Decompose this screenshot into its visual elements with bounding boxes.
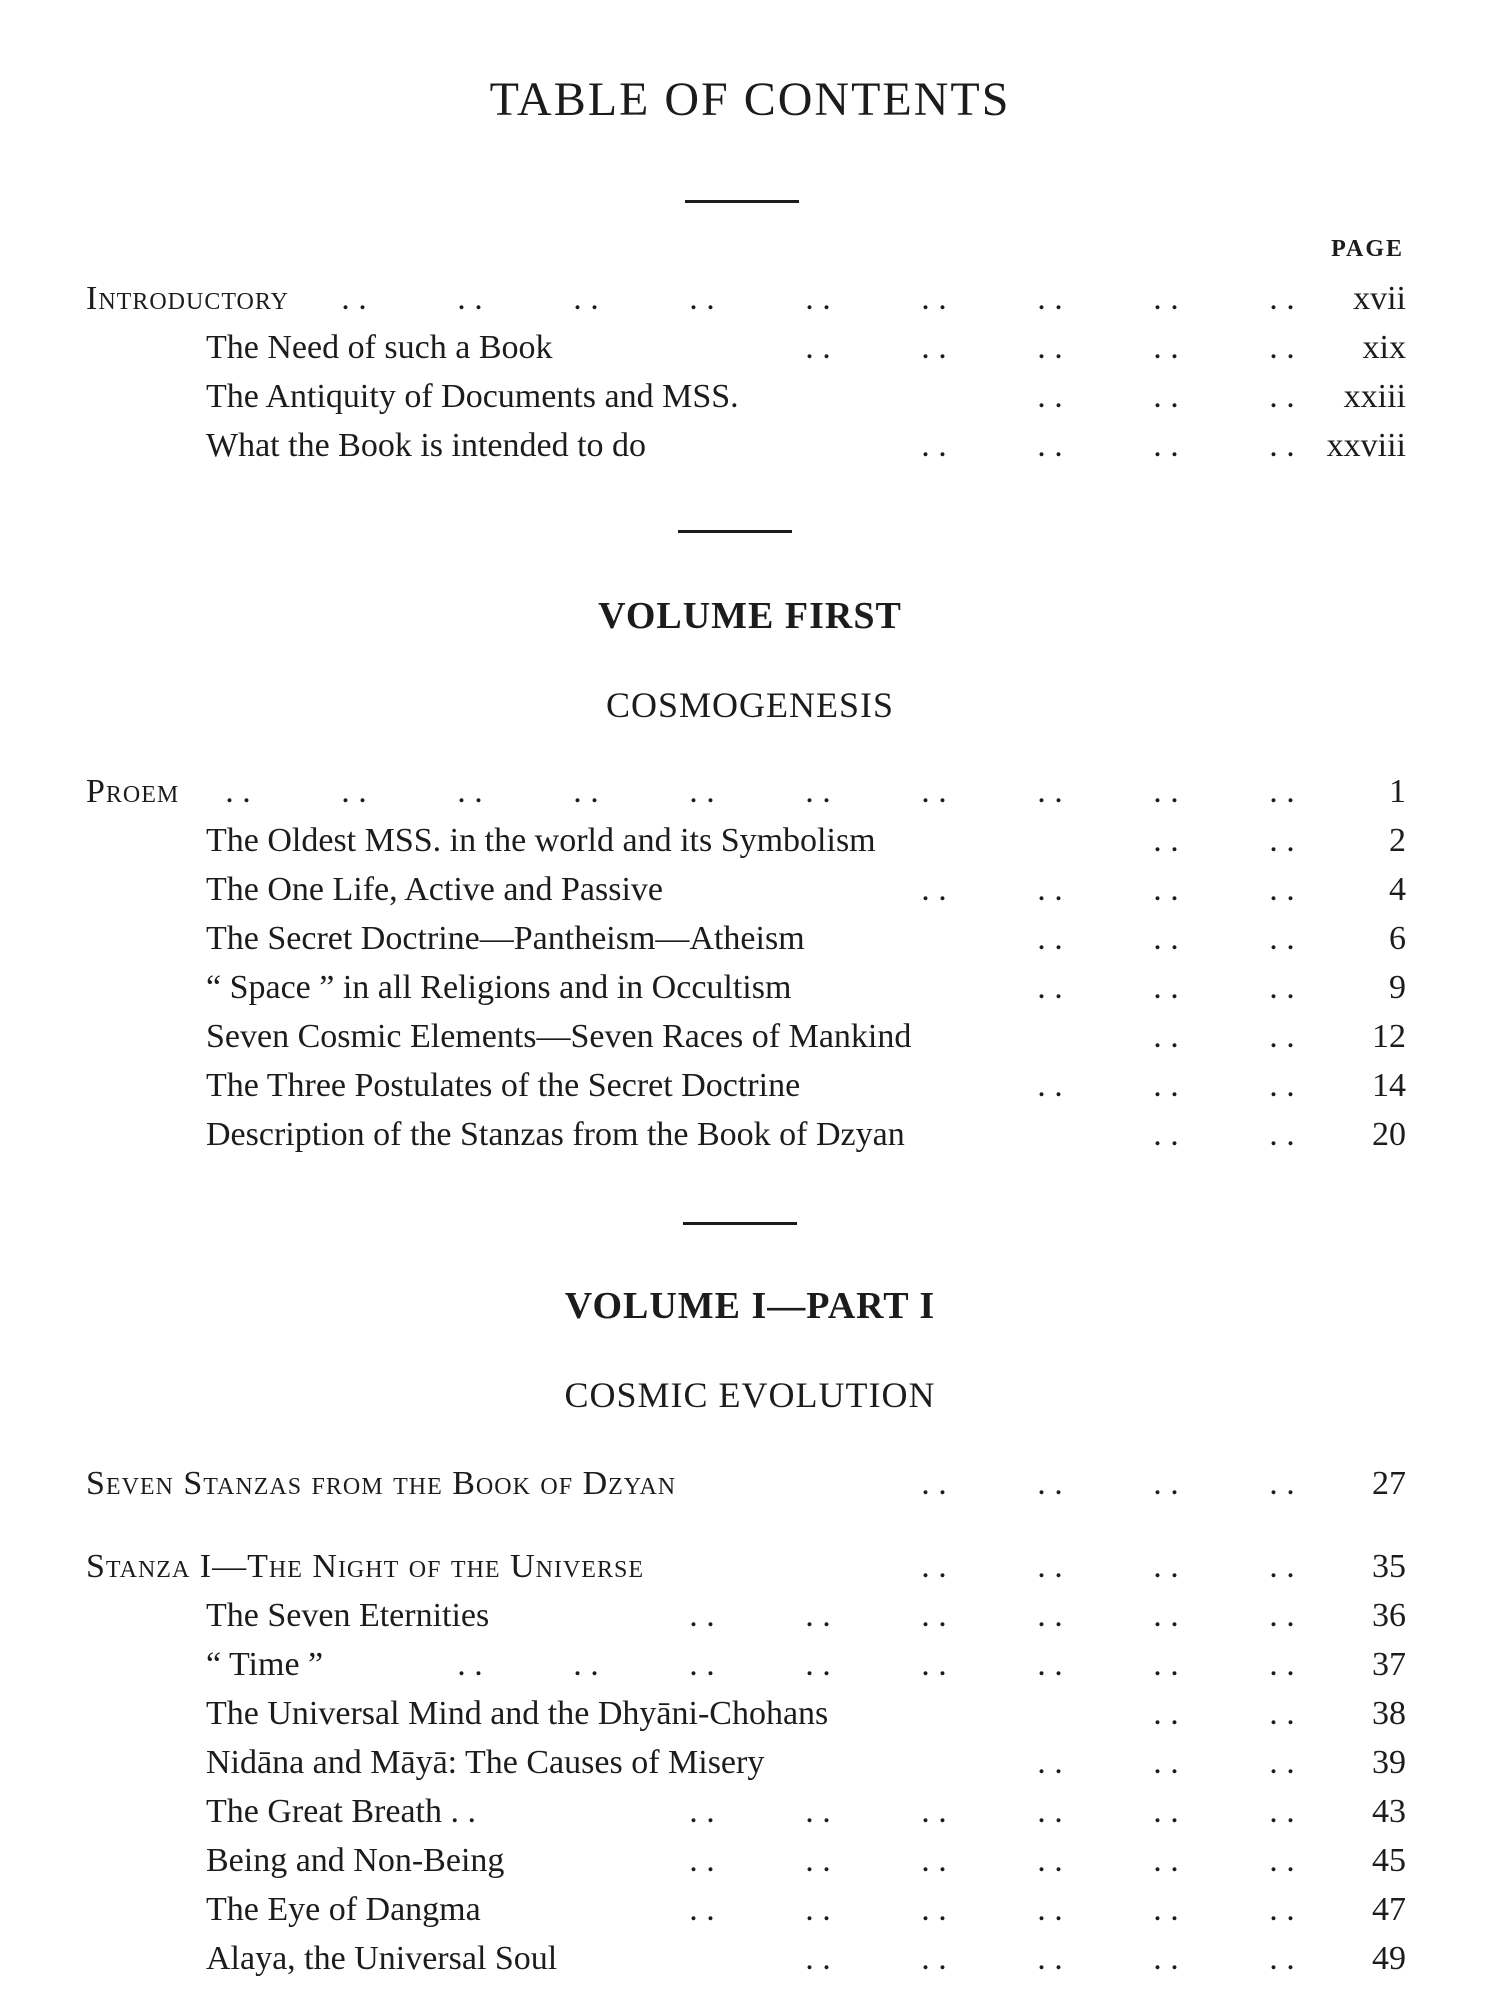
leader-dots: . .	[1153, 1067, 1179, 1104]
toc-entry-title: The Need of such a Book	[206, 329, 553, 366]
leader-dots: . .	[1269, 1940, 1295, 1977]
leader-dots: . .	[1037, 1465, 1063, 1502]
leader-dots: . .	[1037, 1597, 1063, 1634]
toc-entry-title: The Great Breath . .	[206, 1793, 476, 1830]
leader-dots: . .	[1153, 1018, 1179, 1055]
toc-entry-title: The One Life, Active and Passive	[206, 871, 663, 908]
leader-dots: . .	[1269, 773, 1295, 810]
leader-dots: . .	[1269, 1793, 1295, 1830]
toc-entry	[0, 1641, 1500, 1689]
leader-dots: . .	[921, 329, 947, 366]
toc-entry-page: 20	[1372, 1116, 1406, 1153]
leader-dots: . .	[1153, 427, 1179, 464]
leader-dots: . .	[1037, 329, 1063, 366]
volume-one-part-one-title: VOLUME I—PART I	[564, 1285, 936, 1327]
toc-entry-page: 9	[1389, 969, 1406, 1006]
dot-leader	[412, 1641, 1340, 1689]
leader-dots: . .	[921, 1646, 947, 1683]
toc-entry-title: What the Book is intended to do	[206, 427, 647, 464]
toc-entry-title: The Secret Doctrine—Pantheism—Atheism	[206, 920, 805, 957]
dot-leader	[644, 1788, 1340, 1836]
toc-entry-title: Description of the Stanzas from the Book of Dzyan	[206, 1116, 905, 1153]
leader-dots: . .	[1153, 280, 1179, 317]
leader-dots: . .	[689, 280, 715, 317]
leader-dots: . .	[1269, 1842, 1295, 1879]
leader-dots: . .	[921, 1548, 947, 1585]
leader-dots: . .	[573, 1646, 599, 1683]
leader-dots: . .	[1269, 1548, 1295, 1585]
toc-entry-title: Seven Cosmic Elements—Seven Races of Mankind	[206, 1018, 912, 1055]
toc-entry	[0, 324, 1500, 372]
leader-dots: . .	[689, 773, 715, 810]
toc-entry	[0, 1886, 1500, 1934]
leader-dots: . .	[1269, 1695, 1295, 1732]
leader-dots: . .	[805, 1646, 831, 1683]
leader-dots: . .	[1037, 969, 1063, 1006]
leader-dots: . .	[1153, 822, 1179, 859]
toc-entry-title: Introductory	[86, 280, 289, 317]
toc-entry-title: Proem	[86, 773, 180, 810]
toc-entry	[0, 1935, 1500, 1983]
leader-dots: . .	[1269, 427, 1295, 464]
toc-entry-title: The Seven Eternities	[206, 1597, 490, 1634]
leader-dots: . .	[1269, 969, 1295, 1006]
toc-entry-title: Stanza I—The Night of the Universe	[86, 1548, 644, 1585]
toc-entry-title: Being and Non-Being	[206, 1842, 505, 1879]
leader-dots: . .	[457, 280, 483, 317]
toc-entry-page: 37	[1372, 1646, 1406, 1683]
leader-dots: . .	[921, 1940, 947, 1977]
leader-dots: . .	[1269, 1018, 1295, 1055]
leader-dots: . .	[1153, 378, 1179, 415]
leader-dots: . .	[1153, 329, 1179, 366]
toc-entry-page: 2	[1389, 822, 1406, 859]
leader-dots: . .	[1153, 1646, 1179, 1683]
dot-leader	[644, 1886, 1340, 1934]
page-title: TABLE OF CONTENTS	[489, 73, 1011, 126]
leader-dots: . .	[1153, 1842, 1179, 1879]
leader-dots: . .	[1037, 1646, 1063, 1683]
toc-entry	[0, 373, 1500, 421]
leader-dots: . .	[1037, 1891, 1063, 1928]
leader-dots: . .	[1269, 871, 1295, 908]
leader-dots: . .	[1269, 822, 1295, 859]
leader-dots: . .	[921, 773, 947, 810]
leader-dots: . .	[1037, 1793, 1063, 1830]
dot-leader	[180, 768, 1340, 816]
toc-entry-title: The Universal Mind and the Dhyāni-Chohans	[206, 1695, 829, 1732]
toc-entry-page: 35	[1372, 1548, 1406, 1585]
leader-dots: . .	[921, 1597, 947, 1634]
toc-entry	[0, 422, 1500, 470]
leader-dots: . .	[1269, 1465, 1295, 1502]
leader-dots: . .	[1037, 920, 1063, 957]
leader-dots: . .	[1153, 1548, 1179, 1585]
volume-first-subtitle: COSMOGENESIS	[605, 685, 895, 725]
leader-dots: . .	[1153, 1891, 1179, 1928]
leader-dots: . .	[1269, 1067, 1295, 1104]
toc-entry-page: xix	[1362, 329, 1406, 366]
leader-dots: . .	[573, 280, 599, 317]
toc-entry	[0, 768, 1500, 816]
leader-dots: . .	[1153, 920, 1179, 957]
leader-dots: . .	[805, 1891, 831, 1928]
toc-entry	[0, 1111, 1500, 1159]
dot-leader	[876, 866, 1340, 914]
leader-dots: . .	[805, 329, 831, 366]
leader-dots: . .	[1269, 280, 1295, 317]
leader-dots: . .	[921, 1793, 947, 1830]
toc-entry	[0, 275, 1500, 323]
leader-dots: . .	[921, 871, 947, 908]
toc-entry-page: 4	[1389, 871, 1406, 908]
divider-rule	[685, 200, 799, 203]
leader-dots: . .	[1153, 969, 1179, 1006]
toc-entry-page: xxiii	[1343, 378, 1406, 415]
toc-entry-page: 14	[1372, 1067, 1406, 1104]
toc-entry-title: The Eye of Dangma	[206, 1891, 481, 1928]
toc-entry-title: Alaya, the Universal Soul	[206, 1940, 558, 1977]
leader-dots: . .	[689, 1842, 715, 1879]
leader-dots: . .	[1269, 1646, 1295, 1683]
leader-dots: . .	[341, 280, 367, 317]
dot-leader	[992, 373, 1340, 421]
toc-entry	[0, 1062, 1500, 1110]
leader-dots: . .	[1269, 1891, 1295, 1928]
dot-leader	[992, 964, 1340, 1012]
dot-leader	[296, 275, 1340, 323]
leader-dots: . .	[805, 1842, 831, 1879]
dot-leader	[992, 915, 1340, 963]
leader-dots: . .	[457, 773, 483, 810]
dot-leader	[644, 1837, 1340, 1885]
toc-entry-page: 27	[1372, 1465, 1406, 1502]
toc-entry-page: 39	[1372, 1744, 1406, 1781]
dot-leader	[760, 1935, 1340, 1983]
leader-dots: . .	[1037, 1744, 1063, 1781]
leader-dots: . .	[457, 1646, 483, 1683]
leader-dots: . .	[1153, 1465, 1179, 1502]
leader-dots: . .	[1153, 1940, 1179, 1977]
leader-dots: . .	[1269, 1116, 1295, 1153]
toc-entry	[0, 1460, 1500, 1508]
dot-leader	[992, 1062, 1340, 1110]
toc-entry-page: 47	[1372, 1891, 1406, 1928]
dot-leader	[876, 1460, 1340, 1508]
leader-dots: . .	[1037, 871, 1063, 908]
dot-leader	[876, 422, 1340, 470]
leader-dots: . .	[1153, 1695, 1179, 1732]
leader-dots: . .	[1153, 1116, 1179, 1153]
divider-rule	[683, 1222, 797, 1225]
leader-dots: . .	[1037, 1842, 1063, 1879]
leader-dots: . .	[921, 1465, 947, 1502]
toc-entry	[0, 1592, 1500, 1640]
leader-dots: . .	[1153, 1793, 1179, 1830]
toc-entry-page: xvii	[1353, 280, 1406, 317]
toc-entry-title: The Antiquity of Documents and MSS.	[206, 378, 739, 415]
leader-dots: . .	[689, 1891, 715, 1928]
dot-leader	[876, 1543, 1340, 1591]
toc-entry	[0, 817, 1500, 865]
leader-dots: . .	[1153, 773, 1179, 810]
toc-entry-title: Seven Stanzas from the Book of Dzyan	[86, 1465, 677, 1502]
leader-dots: . .	[689, 1646, 715, 1683]
toc-entry	[0, 1013, 1500, 1061]
leader-dots: . .	[573, 773, 599, 810]
leader-dots: . .	[225, 773, 251, 810]
toc-entry	[0, 964, 1500, 1012]
leader-dots: . .	[1037, 280, 1063, 317]
leader-dots: . .	[1037, 1548, 1063, 1585]
leader-dots: . .	[1153, 1744, 1179, 1781]
volume-one-part-one-subtitle: COSMIC EVOLUTION	[564, 1375, 936, 1415]
toc-entry	[0, 1837, 1500, 1885]
leader-dots: . .	[1037, 378, 1063, 415]
leader-dots: . .	[921, 427, 947, 464]
toc-entry-page: 36	[1372, 1597, 1406, 1634]
divider-rule	[678, 530, 792, 533]
dot-leader	[760, 324, 1340, 372]
toc-entry-page: 12	[1372, 1018, 1406, 1055]
leader-dots: . .	[805, 1793, 831, 1830]
leader-dots: . .	[805, 773, 831, 810]
leader-dots: . .	[1269, 1597, 1295, 1634]
volume-first-title: VOLUME FIRST	[598, 595, 902, 637]
leader-dots: . .	[1269, 1744, 1295, 1781]
leader-dots: . .	[921, 280, 947, 317]
leader-dots: . .	[1037, 1067, 1063, 1104]
toc-entry-page: 38	[1372, 1695, 1406, 1732]
leader-dots: . .	[341, 773, 367, 810]
leader-dots: . .	[921, 1842, 947, 1879]
leader-dots: . .	[1269, 329, 1295, 366]
toc-entry	[0, 1543, 1500, 1591]
page-column-label: PAGE	[1331, 236, 1404, 262]
leader-dots: . .	[1153, 1597, 1179, 1634]
leader-dots: . .	[1153, 871, 1179, 908]
leader-dots: . .	[689, 1793, 715, 1830]
leader-dots: . .	[1037, 773, 1063, 810]
toc-entry	[0, 866, 1500, 914]
toc-entry-title: “ Space ” in all Religions and in Occultism	[206, 969, 792, 1006]
leader-dots: . .	[1037, 427, 1063, 464]
toc-entry-title: The Three Postulates of the Secret Doctrine	[206, 1067, 801, 1104]
leader-dots: . .	[921, 1891, 947, 1928]
leader-dots: . .	[1037, 1940, 1063, 1977]
toc-entry-page: xxviii	[1326, 427, 1406, 464]
leader-dots: . .	[805, 1940, 831, 1977]
toc-entry-title: The Oldest MSS. in the world and its Symbolism	[206, 822, 876, 859]
toc-entry	[0, 915, 1500, 963]
leader-dots: . .	[805, 1597, 831, 1634]
toc-entry	[0, 1788, 1500, 1836]
dot-leader	[992, 1739, 1340, 1787]
toc-entry-page: 6	[1389, 920, 1406, 957]
dot-leader	[644, 1592, 1340, 1640]
toc-entry	[0, 1739, 1500, 1787]
toc-entry-page: 1	[1389, 773, 1406, 810]
leader-dots: . .	[1269, 920, 1295, 957]
toc-entry-page: 43	[1372, 1793, 1406, 1830]
toc-entry-page: 45	[1372, 1842, 1406, 1879]
leader-dots: . .	[1269, 378, 1295, 415]
toc-entry-title: “ Time ”	[206, 1646, 324, 1683]
leader-dots: . .	[689, 1597, 715, 1634]
toc-entry	[0, 1690, 1500, 1738]
leader-dots: . .	[805, 280, 831, 317]
toc-entry-title: Nidāna and Māyā: The Causes of Misery	[206, 1744, 765, 1781]
toc-entry-page: 49	[1372, 1940, 1406, 1977]
